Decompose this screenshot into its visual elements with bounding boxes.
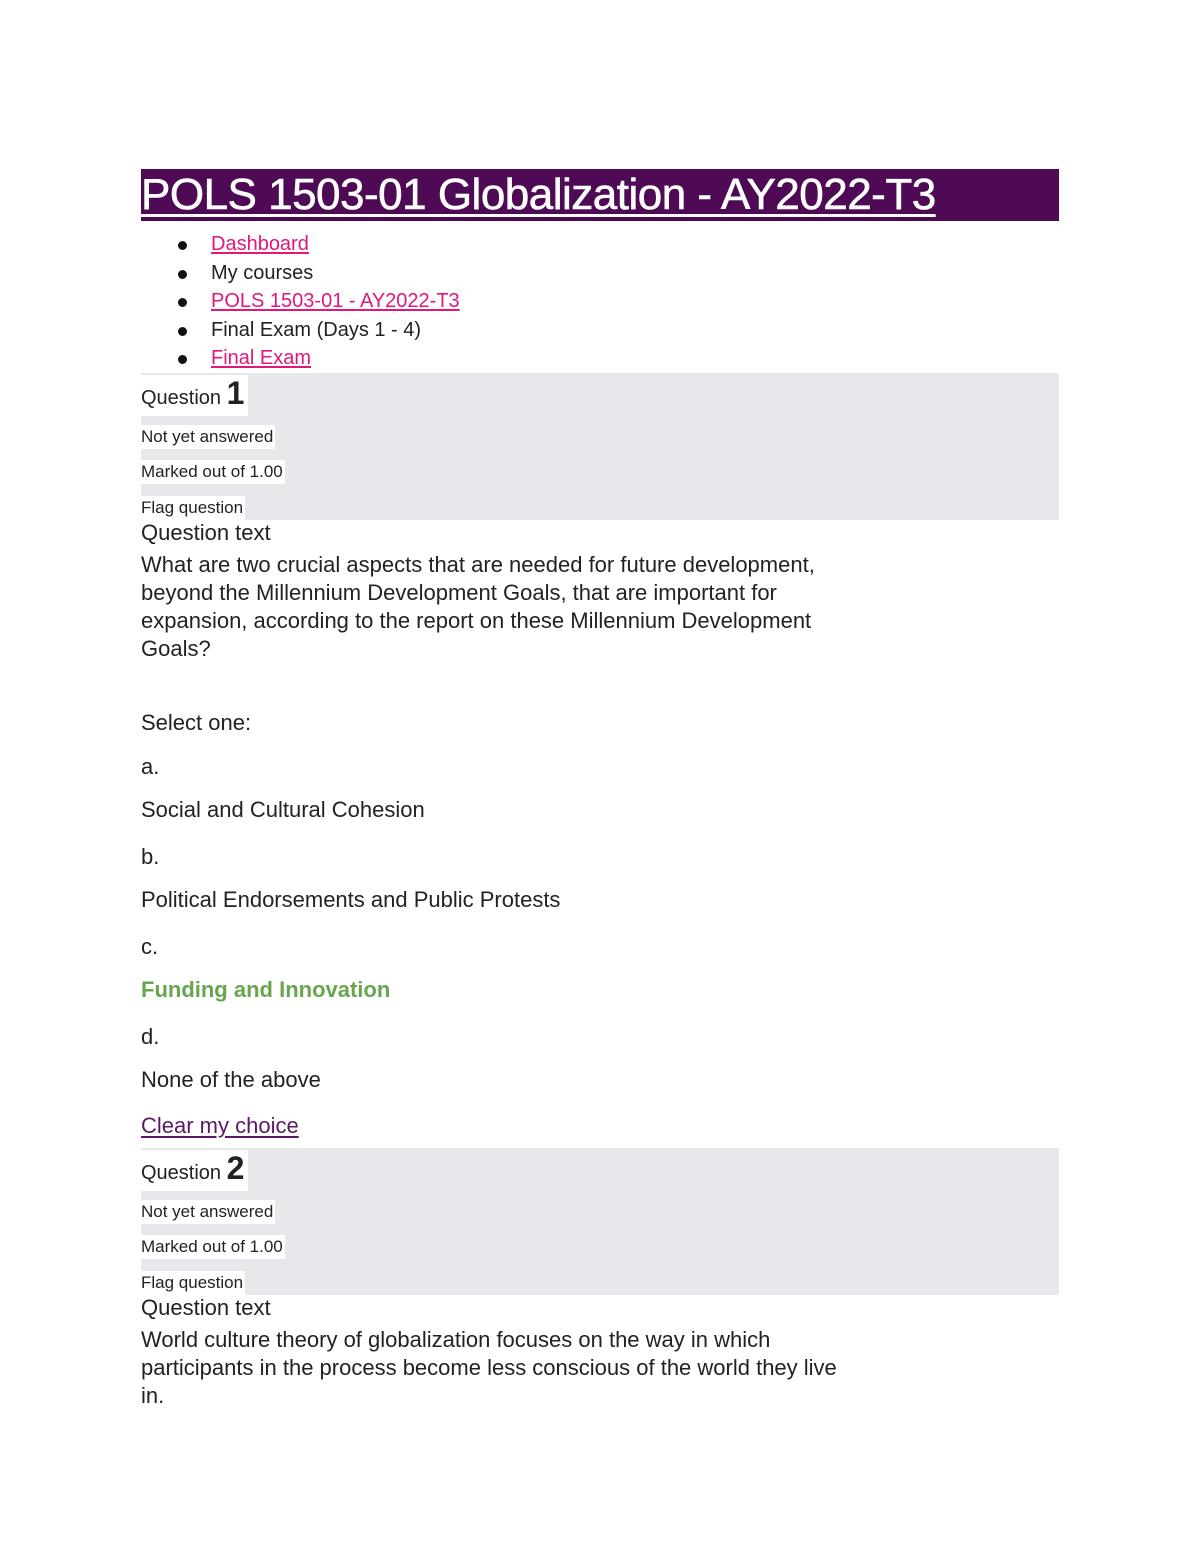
breadcrumb-item-my-courses <box>141 259 460 288</box>
flag-question-button[interactable]: Flag question <box>141 496 245 520</box>
question-text-label: Question text <box>141 1295 271 1320</box>
question-number <box>141 1150 248 1191</box>
option-a-text[interactable]: Social and Cultural Cohesion <box>141 797 425 822</box>
question-text: What are two crucial aspects that are needed for future development, beyond the Millennium Development Goals, that are important for expansion, according to the report on these Millennium Development Goals? <box>141 552 815 661</box>
breadcrumb-item-dashboard <box>141 230 460 259</box>
clear-my-choice-link[interactable]: Clear my choice <box>141 1113 299 1138</box>
course-link[interactable]: POLS 1503-01 - AY2022-T3 <box>211 290 460 312</box>
dashboard-link[interactable]: Dashboard <box>211 233 309 255</box>
option-d-letter[interactable]: d. <box>141 1024 160 1049</box>
breadcrumb-item-course <box>141 287 460 316</box>
bullet-icon <box>178 355 187 364</box>
bullet-icon <box>178 298 187 307</box>
bullet-icon <box>178 270 187 279</box>
question-text-label: Question text <box>141 520 271 545</box>
question-grade: Marked out of 1.00 <box>141 1235 285 1259</box>
select-one-prompt: Select one: <box>141 710 252 735</box>
question-number <box>141 375 248 416</box>
breadcrumb-item-final-exam <box>141 344 460 373</box>
course-header <box>141 169 1059 221</box>
option-b-text[interactable]: Political Endorsements and Public Protests <box>141 887 561 912</box>
question-state: Not yet answered <box>141 425 275 449</box>
question-2-info <box>141 1148 1059 1295</box>
question-label: Question <box>141 1162 222 1184</box>
option-b-letter[interactable]: b. <box>141 844 160 869</box>
question-state: Not yet answered <box>141 1200 275 1224</box>
breadcrumb <box>141 230 460 373</box>
course-title-link[interactable]: POLS 1503-01 Globalization - AY2022-T3 <box>141 170 936 219</box>
question-grade: Marked out of 1.00 <box>141 460 285 484</box>
final-exam-link[interactable]: Final Exam <box>211 347 312 369</box>
question-number-value: 2 <box>226 1150 245 1186</box>
my-courses-label: My courses <box>211 261 314 284</box>
bullet-icon <box>178 327 187 336</box>
question-1-info <box>141 373 1059 520</box>
flag-question-button[interactable]: Flag question <box>141 1271 245 1295</box>
bullet-icon <box>178 241 187 250</box>
option-d-text[interactable]: None of the above <box>141 1067 321 1092</box>
section-label: Final Exam (Days 1 - 4) <box>211 318 422 341</box>
question-label: Question <box>141 387 222 409</box>
option-c-text[interactable]: Funding and Innovation <box>141 977 391 1002</box>
question-text: World culture theory of globalization focuses on the way in which participants in the process become less conscious of the world they live in. <box>141 1327 837 1408</box>
option-a-letter[interactable]: a. <box>141 754 160 779</box>
option-c-letter[interactable]: c. <box>141 934 159 959</box>
question-number-value: 1 <box>226 375 245 411</box>
breadcrumb-item-section <box>141 316 460 345</box>
